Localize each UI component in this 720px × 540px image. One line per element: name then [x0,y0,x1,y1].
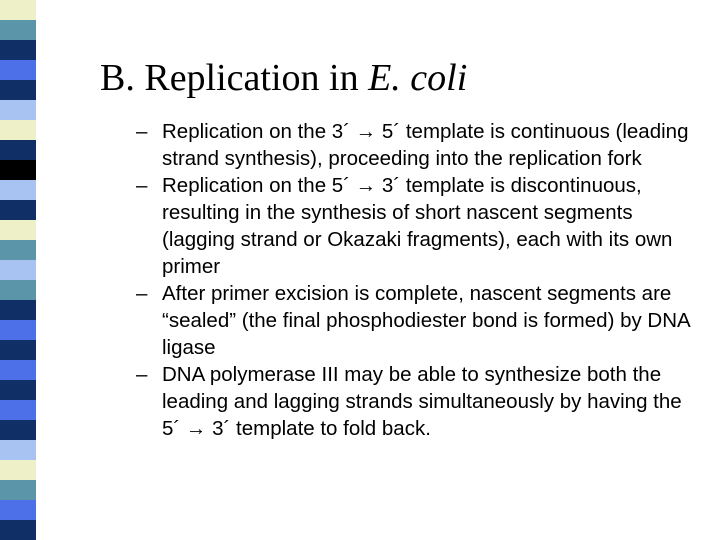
bullet-dash: – [136,363,148,386]
bullet-dash: – [136,282,148,305]
bullet-item [136,280,696,361]
stripe-block [0,460,36,481]
stripe-block [0,60,36,81]
title-text: B. Replication in [100,57,369,99]
stripe-block [0,520,36,540]
stripe-block [0,200,36,221]
title-organism-name: E. coli [368,57,468,99]
bullet-text: Replication on the 3´ → 5´ template is continuous (leading strand synthesis), proceeding into the replication fork [162,120,689,170]
slide-title [100,56,467,100]
stripe-block [0,180,36,201]
stripe-block [0,260,36,281]
stripe-block [0,440,36,461]
stripe-block [0,140,36,161]
bullet-dash: – [136,174,148,197]
stripe-block [0,40,36,61]
bullet-item [136,361,696,442]
stripe-block [0,320,36,341]
bullet-list [136,118,696,442]
stripe-block [0,0,36,21]
bullet-item [136,172,696,280]
stripe-block [0,120,36,141]
stripe-block [0,360,36,381]
stripe-block [0,480,36,501]
decorative-color-stripe [0,0,36,540]
stripe-block [0,380,36,401]
stripe-block [0,300,36,321]
stripe-block [0,500,36,521]
stripe-block [0,80,36,101]
bullet-text: Replication on the 5´ → 3´ template is discontinuous, resulting in the synthesis of short nascent segments (lagging strand or Okazaki fragments), each with its own primer [162,174,673,278]
bullet-text: After primer excision is complete, nascent segments are “sealed” (the final phosphodiester bond is formed) by DNA ligase [162,282,690,359]
stripe-block [0,280,36,301]
stripe-block [0,400,36,421]
bullet-item [136,118,696,172]
bullet-text: DNA polymerase III may be able to synthesize both the leading and lagging strands simultaneously by having the 5´ → 3´ template to fold back. [162,363,682,440]
stripe-block [0,20,36,41]
bullet-dash: – [136,120,148,143]
stripe-block [0,100,36,121]
stripe-block [0,420,36,441]
stripe-block [0,160,36,181]
stripe-block [0,220,36,241]
stripe-block [0,240,36,261]
stripe-block [0,340,36,361]
